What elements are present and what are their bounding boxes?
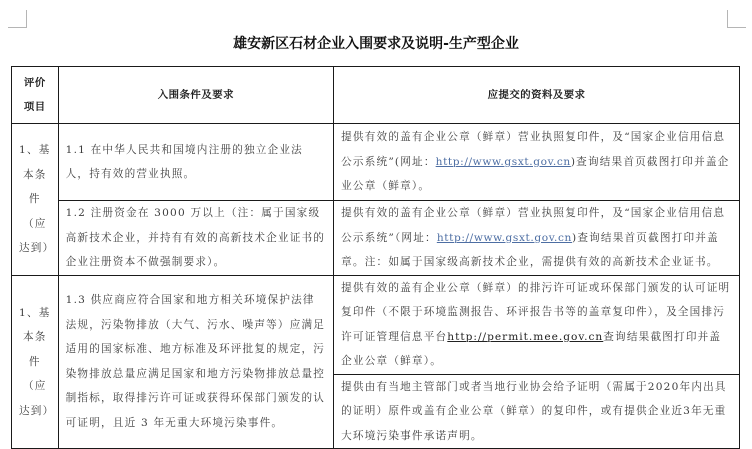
item-cell: 1、基本条件（应达到）	[12, 124, 59, 276]
condition-cell: 1.3 供应商应符合国家和地方相关环境保护法律法规，污染物排放（大气、污水、噪声等）应满足适用的国家标准、地方标准及环评批复的规定，污染物排放总量应满足国家和地方污染物排放总量控制指标，取得排污许可证或获得环保部门颁发的认可证明，且近 3 年无重大环境污染事件。	[58, 275, 334, 449]
table-row	[12, 275, 740, 374]
page-corner-mark-left	[8, 10, 27, 28]
page-corner-mark-right	[727, 10, 746, 28]
header-materials: 应提交的资料及要求	[334, 67, 740, 124]
material-cell	[334, 201, 740, 276]
material-cell	[334, 124, 740, 201]
material-text: 提供有效的盖有企业公章（鲜章）营业执照复印件，及“国家企业信用信息公示系统”(网址：	[341, 131, 726, 168]
permit-link[interactable]: http://permit.mee.gov.cn	[447, 330, 604, 343]
material-text: 提供由有当地主管部门或者当地行业协会给予证明（需属于2020年内出具的证明）原件或盖有企业公章（鲜章）的复印件，或有提供企业近3年无重大环境污染事件承诺声明。	[341, 380, 727, 442]
condition-cell: 1.1 在中华人民共和国境内注册的独立企业法人，持有效的营业执照。	[58, 124, 334, 201]
table-header-row	[12, 67, 740, 124]
gsxt-link[interactable]: http://www.gsxt.gov.cn	[435, 155, 571, 168]
document-title: 雄安新区石材企业入围要求及说明-生产型企业	[233, 36, 519, 52]
material-text: )查询结果首页截图打印并盖章。注：如属于国家级高新技术企业，需提供有效的高新技术企业证书。	[341, 231, 719, 268]
material-text: 提供有效的盖有企业公章（鲜章）营业执照复印件，及“国家企业信用信息公示系统”（网址：	[341, 207, 726, 244]
requirements-table	[11, 66, 740, 449]
item-cell: 1、基本条件（应达到）	[12, 275, 59, 449]
gsxt-link[interactable]: http://www.gsxt.gov.cn	[436, 231, 572, 244]
table-row	[12, 124, 740, 201]
material-text: 提供有效的盖有企业公章（鲜章）的排污许可证或环保部门颁发的认可证明复印件（不限于环境监测报告、环评报告书等的盖章复印件），及全国排污许可证管理信息平台	[341, 281, 731, 343]
condition-cell: 1.2 注册资金在 3000 万以上（注：属于国家级高新技术企业，并持有有效的高新技术企业证书的企业注册资本不做强制要求）。	[58, 201, 334, 276]
header-conditions: 入围条件及要求	[58, 67, 334, 124]
material-cell	[334, 275, 740, 374]
material-text: )查询结果首页截图打印并盖企业公章（鲜章）。	[341, 155, 730, 193]
material-cell	[334, 374, 740, 449]
material-text: 查询结果截图打印并盖企业公章（鲜章）。	[341, 330, 722, 367]
header-item: 评价项目	[12, 67, 59, 124]
table-row	[12, 201, 740, 276]
